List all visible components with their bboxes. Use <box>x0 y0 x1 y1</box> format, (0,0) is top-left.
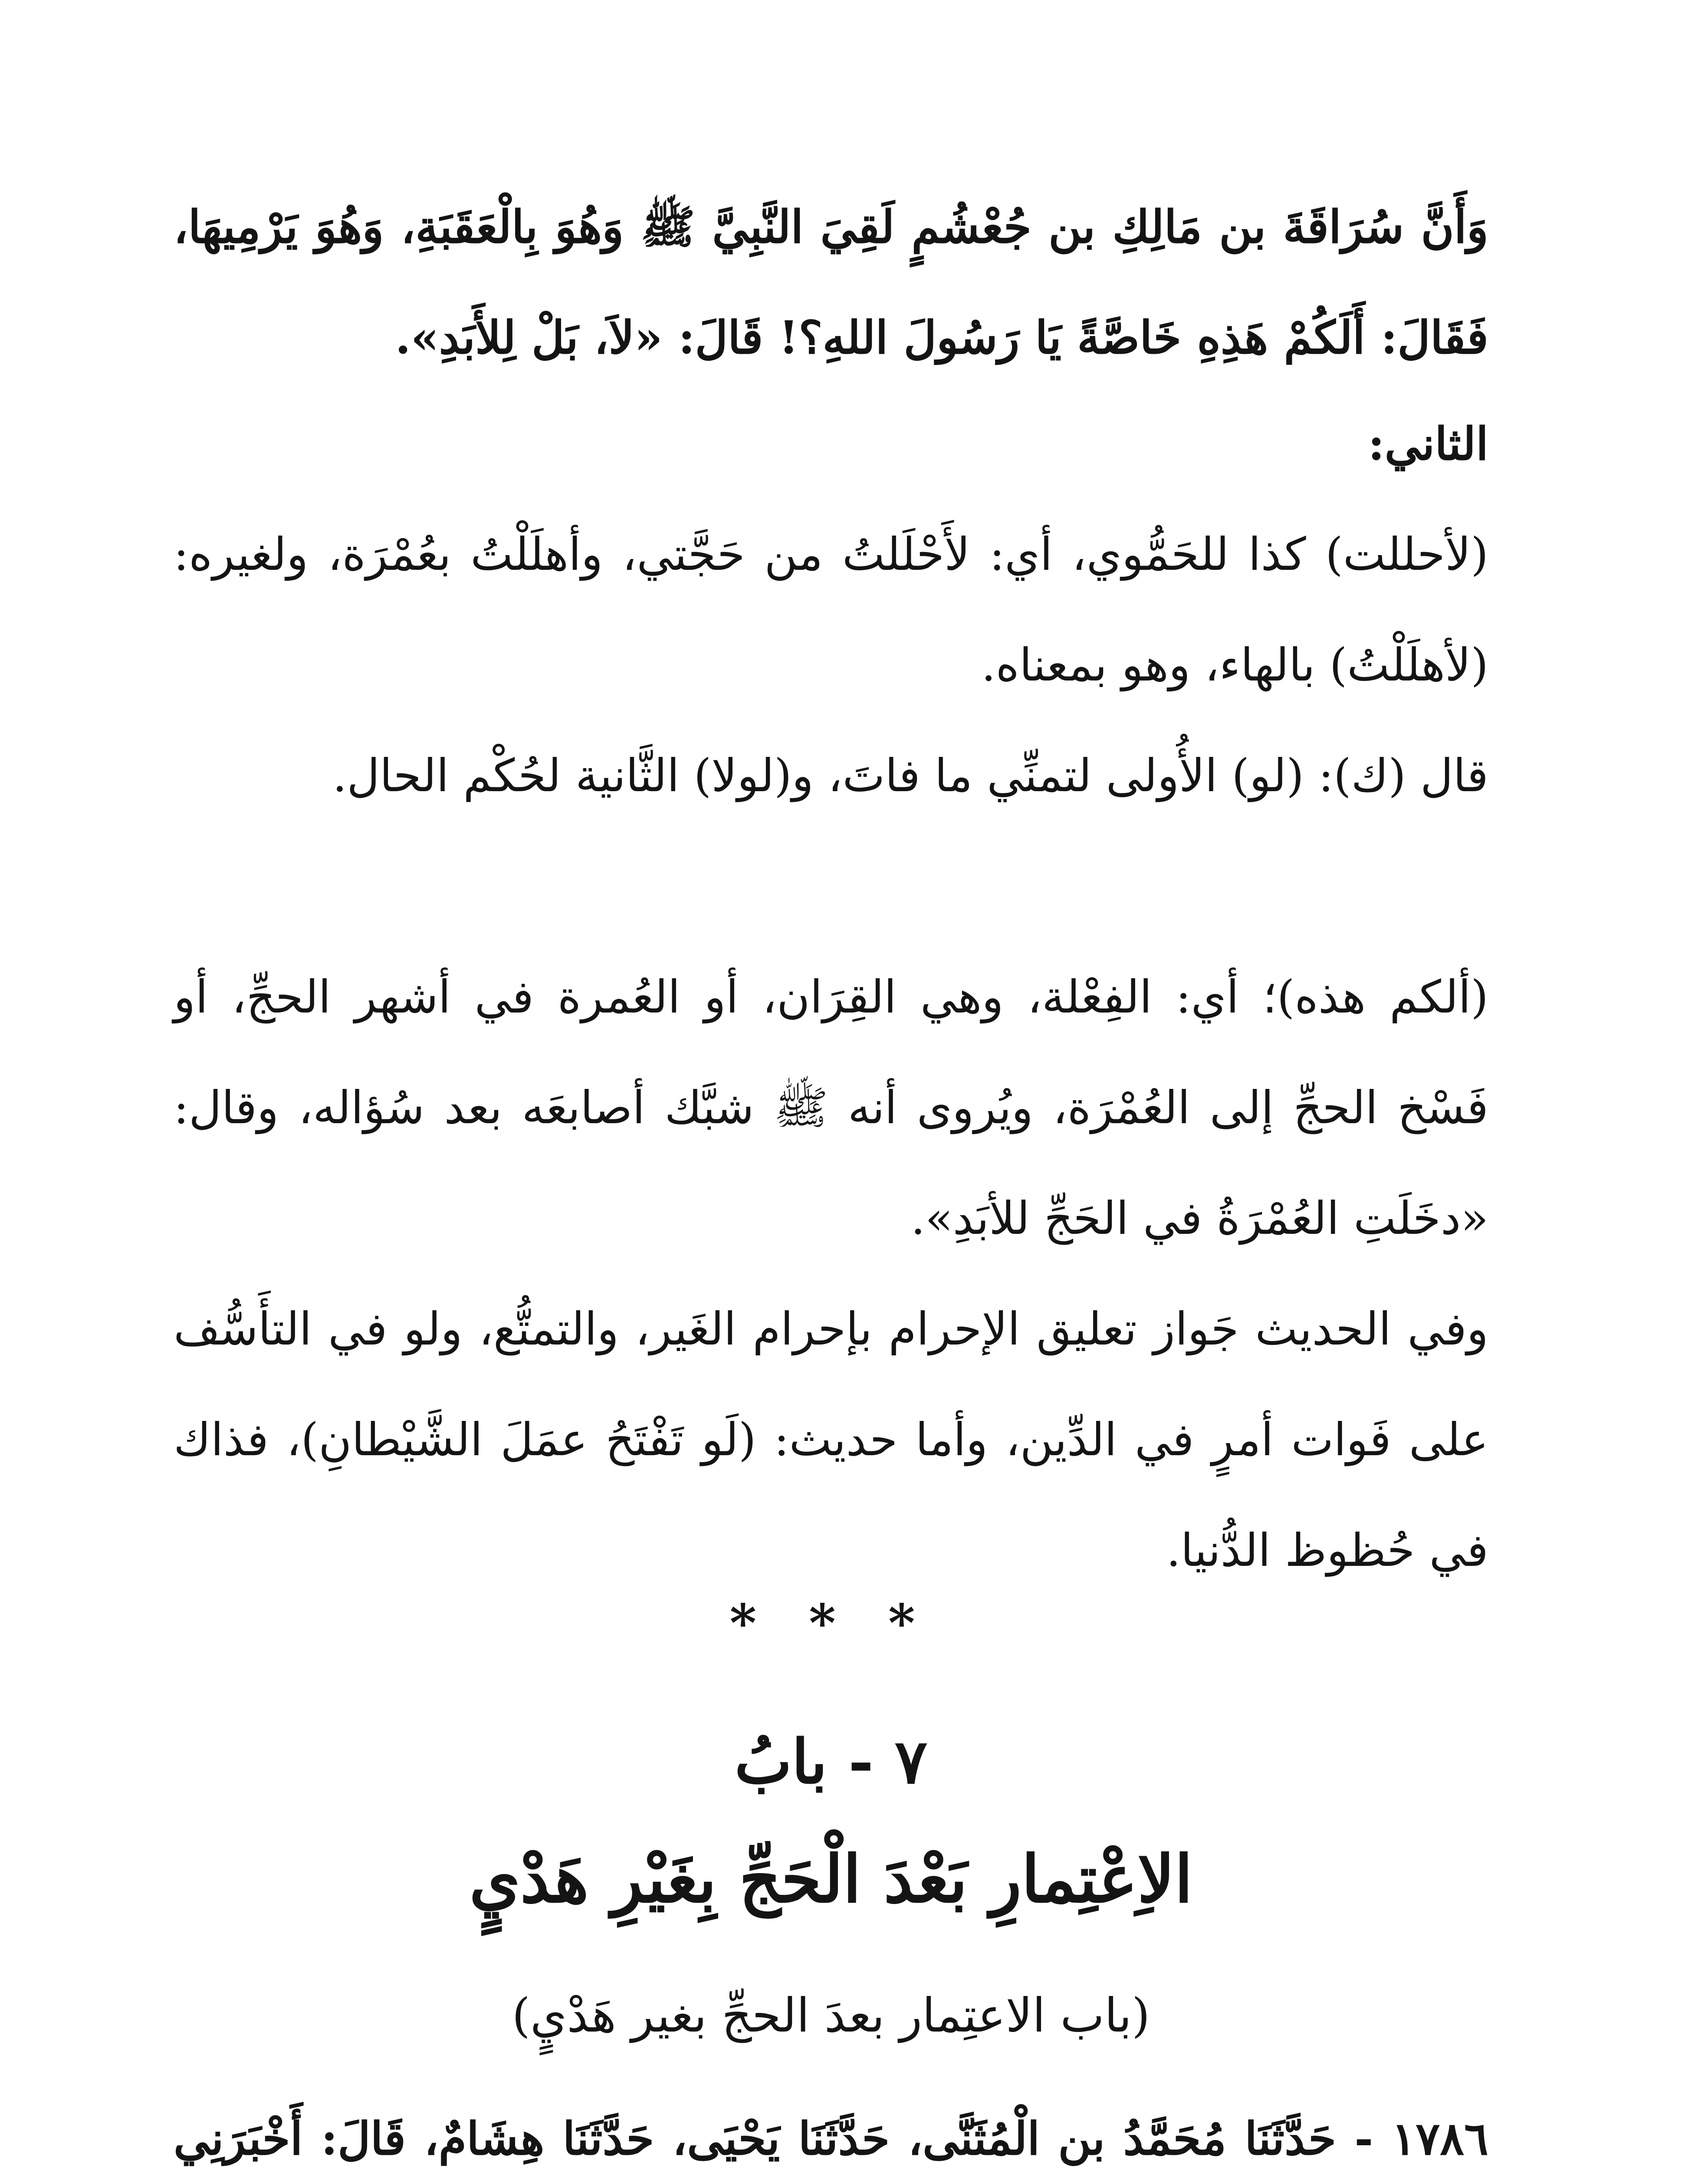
commentary-section-label: الثاني: <box>1368 417 1488 470</box>
commentary-paragraph-4: وفي الحديث جَواز تعليق الإحرام بإحرام الغَير، والتمتُّع، ولو في التأَسُّف على فَوات أمرٍ في الدِّين، وأما حديث: (لَو تَفْتَحُ عمَلَ الشَّيْطانِ)، فذاك في حُظوظ الدُّنيا. <box>174 1302 1488 1577</box>
commentary-paragraph-1: (لأحللت) كذا للحَمُّوي، أي: لأَحْلَلتُ من حَجَّتي، وأهلَلْتُ بعُمْرَة، ولغيره: (لأهلَلْتُ) بالهاء، وهو بمعناه. <box>174 528 1488 691</box>
chapter-title: الاِعْتِمارِ بَعْدَ الْحَجِّ بِغَيْرِ هَدْيٍ <box>469 1841 1193 1917</box>
chapter-number: ٧ - بابُ <box>734 1726 928 1798</box>
commentary-paragraph-3: (ألكم هذه)؛ أي: الفِعْلة، وهي القِرَان، أو العُمرة في أشهر الحجِّ، أو فَسْخ الحجِّ إلى العُمْرَة، ويُروى أنه ﷺ شبَّك أصابعَه بعد سُؤاله، وقال: «دخَلَتِ العُمْرَةُ في الحَجِّ للأبَدِ». <box>174 970 1489 1245</box>
commentary-paragraph-2: قال (ك): (لو) الأُولى لتمنِّي ما فاتَ، و(لولا) الثَّانية لحُكْم الحال. <box>332 749 1488 802</box>
hadith-continuation-text: وَأَنَّ سُرَاقَةَ بن مَالِكِ بن جُعْشُمٍ لَقِيَ النَّبِيَّ ﷺ وَهُوَ بِالْعَقَبَةِ، وَهُوَ يَرْمِيهَا، فَقَالَ: أَلَكُمْ هَذِهِ خَاصَّةً يَا رَسُولَ اللهِ؟! قَالَ: «لاَ، بَلْ لِلأَبَدِ». <box>174 200 1488 364</box>
hadith-1786-text: ١٧٨٦ - حَدَّثَنَا مُحَمَّدُ بن الْمُثَنَّى، حَدَّثَنَا يَحْيَى، حَدَّثَنَا هِشَامٌ، قَالَ: أَخْبَرَنِي <box>174 2112 1488 2165</box>
section-separator: * * * <box>729 1593 933 1653</box>
chapter-subtitle: (باب الاعتِمار بعدَ الحجِّ بغير هَدْيٍ) <box>512 1989 1150 2043</box>
